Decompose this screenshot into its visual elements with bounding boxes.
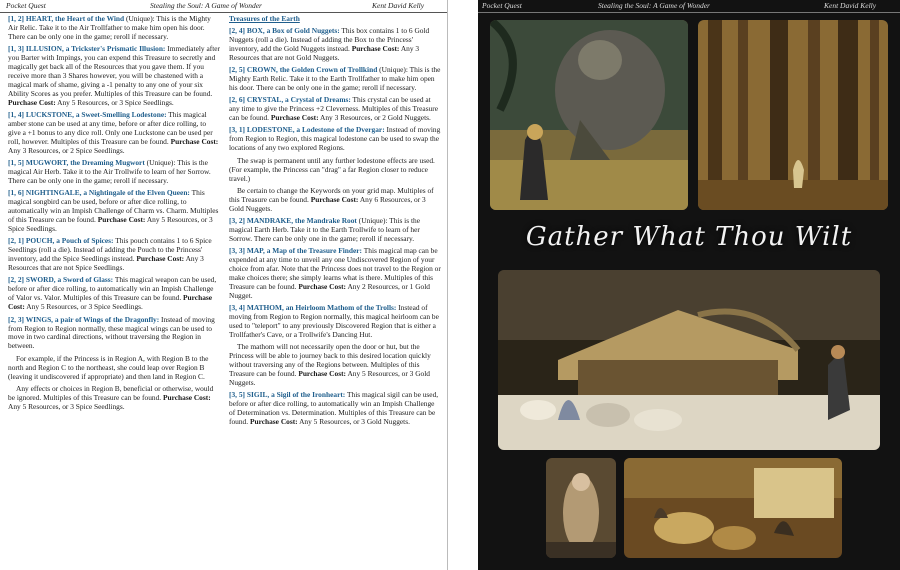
right-page <box>478 0 900 570</box>
treasure-description: This magical map can be expended at any time to unveil any one Undiscovered Region of your choice from afar. Note that the Princess does not travel to the Region or make choices there; she simply learns what is there. Multiples of this Treasure can be found. <box>229 246 441 291</box>
section-heading: Treasures of the Earth <box>229 14 300 23</box>
illustration-elves <box>624 458 842 558</box>
treasure-title: [2, 2] SWORD, a Sword of Glass: <box>8 275 114 285</box>
treasure-description: Instead of moving from Region to Region normally, these magical wings can be used to move in two cardinal directions, without traversing the Region in between. <box>8 314 215 351</box>
left-page <box>0 0 448 570</box>
treasure-entry <box>229 391 441 427</box>
purchase-cost-label: Purchase Cost: <box>162 392 211 402</box>
treasure-entry <box>229 304 441 340</box>
illustration-hut-goats <box>498 270 880 450</box>
treasure-description: Be certain to change the Keywords on your grid map. Multiples of this Treasure can be found. <box>229 185 434 204</box>
treasure-entry <box>229 96 441 123</box>
treasure-title: [3, 2] MANDRAKE, the Mandrake Root <box>229 216 357 226</box>
treasure-entry <box>229 157 441 184</box>
treasure-entry <box>8 237 220 273</box>
treasure-description: Immediately after you Barter with Impings, you can expend this Treasure to secretly and magically get back all of the Resources that you gave them. If you receive more than 3 Shares however, you will be chastened with a magical mark of shame, giving a -1 penalty to any one of your six Ability Scores as you prefer. Multiples of this Treasure can be found. <box>8 44 220 98</box>
treasure-entry <box>8 385 220 412</box>
treasure-title: [2, 3] WINGS, a pair of Wings of the Dragonfly: <box>8 314 160 324</box>
treasure-title: [3, 5] SIGIL, a Sigil of the Ironheart: <box>229 390 346 400</box>
treasure-entry <box>8 276 220 312</box>
treasure-description: This magical weapon can be used, before or after dice rolling, to automatically win an Impish Challenge of Valor vs. Valor. Multiples of this Treasure can be found. <box>8 275 217 303</box>
treasure-entry <box>229 217 441 244</box>
treasure-description: Any effects or choices in Region B, beneficial or otherwise, would be ignored. Multiples of this Treasure can be found. <box>8 383 214 402</box>
purchase-cost-label: Purchase Cost: <box>8 293 213 312</box>
header-author: Kent David Kelly <box>824 1 877 10</box>
purchase-cost-label: Purchase Cost: <box>136 254 185 264</box>
purchase-cost-value: Any 5 Resources, or 3 Spice Seedlings. <box>8 215 213 233</box>
treasure-title: [1, 3] ILLUSION, a Trickster's Prismatic Illusion: <box>8 44 166 54</box>
treasure-entry <box>8 111 220 156</box>
banner-title: Gather What Thou Wilt <box>525 222 853 252</box>
header-book: Pocket Quest <box>6 1 46 10</box>
page-header <box>0 0 447 13</box>
treasure-description: (Unique): This is the magical Air Herb. Take it to the Air Trollwife to learn of her Sorrow. There can be only one in the game; reroll if necessary. <box>8 158 211 185</box>
purchase-cost-label: Purchase Cost: <box>298 281 347 291</box>
column-2-body <box>229 27 441 427</box>
treasure-title: [3, 3] MAP, a Map of the Treasure Finder: <box>229 246 363 256</box>
treasure-entry <box>229 187 441 214</box>
page-gutter <box>448 0 478 570</box>
column-1 <box>8 15 220 415</box>
purchase-cost-label: Purchase Cost: <box>8 97 56 107</box>
purchase-cost-label: Purchase Cost: <box>270 113 319 123</box>
purchase-cost-value: Any 3 Resources that are not Gold Nuggets. <box>229 43 420 62</box>
purchase-cost-label: Purchase Cost: <box>351 43 400 53</box>
page-header <box>478 0 900 13</box>
treasure-description: Instead of moving from Region to Region normally, this magical heirloom can be used to "teleport" to any previously Discovered Region that is either a Trollfather's Cave, or a Trollwife's Dancing Hut. <box>229 303 439 339</box>
treasure-entry <box>8 159 220 186</box>
purchase-cost-value: Any 3 Resources that are not Spice Seedlings. <box>8 254 204 273</box>
treasure-entry <box>8 189 220 234</box>
treasure-title: [1, 4] LUCKSTONE, a Sweet-Smelling Lodestone: <box>8 110 167 120</box>
purchase-cost-value: Any 5 Resources, or 3 Spice Seedlings. <box>24 302 143 312</box>
treasure-description: This box contains 1 to 6 Gold Nuggets (roll a die). Instead of adding the Box to the Princess' inventory, add the Gold Nuggets instead. <box>229 25 430 53</box>
purchase-cost-value: Any 5 Resources, or 3 Gold Nuggets. <box>229 369 430 388</box>
treasure-entry <box>229 343 441 388</box>
purchase-cost-label: Purchase Cost: <box>298 369 347 379</box>
treasure-description: Instead of moving from Region to Region, this magical lodestone can be used to swap the locations of any two explored Regions. <box>229 125 441 153</box>
header-title: Stealing the Soul: A Game of Wonder <box>598 1 710 10</box>
purchase-cost-value: Any 5 Resources, or 3 Spice Seedlings. <box>55 97 174 107</box>
purchase-cost-value: Any 3 Resources, or 2 Spice Seedlings. <box>8 145 125 155</box>
treasure-title: [2, 6] CRYSTAL, a Crystal of Dreams: <box>229 95 351 105</box>
treasure-title: [1, 2] HEART, the Heart of the Wind <box>8 14 125 23</box>
treasure-title: [1, 5] MUGWORT, the Dreaming Mugwort <box>8 158 145 168</box>
illustration-forest <box>698 20 888 210</box>
treasure-description: (Unique): This is the magical Earth Herb. Take it to the Earth Trollwife to learn of her Sorrow. There can be only one in the game; reroll if necessary. <box>229 216 420 243</box>
treasure-description: For example, if the Princess is in Region A, with Region B to the north and Region C to the northeast, she could leap over Region B (leaving it undiscovered if appropriate) and then land in Region C. <box>8 353 209 381</box>
purchase-cost-label: Purchase Cost: <box>249 417 298 427</box>
treasure-description: This pouch contains 1 to 6 Spice Seedlings (roll a die). Instead of adding the Pouch to the Princess' inventory, add the Spice Seedlings instead. <box>8 236 212 264</box>
treasure-description: This magical sigil can be used, before or after dice rolling, to automatically win an Impish Challenge of Determination vs. Determination. Multiples of this Treasure can be found. <box>229 390 439 427</box>
treasure-description: The mathom will not necessarily open the door or hut, but the Princess will be able to journey back to this desired location quickly without traversing any of the Regions between. Multiples of this Treasure can be found. <box>229 342 431 379</box>
purchase-cost-value: Any 5 Resources, or 3 Spice Seedlings. <box>8 401 125 411</box>
treasure-entry <box>8 316 220 352</box>
treasure-entry <box>8 355 220 382</box>
treasure-entry <box>229 66 441 93</box>
header-title: Stealing the Soul: A Game of Wonder <box>150 1 262 10</box>
treasure-description: This magical songbird can be used, before or after dice rolling, to automatically win an Impish Challenge of Charm vs. Charm. Multiples of this Treasure can be found. <box>8 188 219 225</box>
treasure-title: [3, 1] LODESTONE, a Lodestone of the Dvergar: <box>229 125 385 135</box>
treasure-entry <box>8 45 220 107</box>
header-author: Kent David Kelly <box>372 1 425 10</box>
purchase-cost-value: Any 5 Resources, or 3 Gold Nuggets. <box>297 417 410 427</box>
treasure-description: This magical amber stone can be used at any time, before or after dice rolling, to give a +1 bonus to any dice roll. Only one Luckstone can be used per roll, however. Multiples of this Treasure can be found. <box>8 110 213 146</box>
treasure-title: [2, 1] POUCH, a Pouch of Spices: <box>8 236 114 246</box>
treasure-title: [1, 6] NIGHTINGALE, a Nightingale of the Elven Queen: <box>8 188 190 198</box>
purchase-cost-label: Purchase Cost: <box>310 194 359 204</box>
treasure-entry <box>8 15 220 42</box>
treasure-description: (Unique): This is the Mighty Air Relic. Take it to the Air Trollfather to make him open his door. There can be only one in the game; reroll if necessary. <box>8 14 211 41</box>
purchase-cost-value: Any 3 Resources, or 2 Gold Nuggets. <box>318 113 431 123</box>
header-book: Pocket Quest <box>482 1 522 10</box>
purchase-cost-value: Any 2 Resources, or 1 Gold Nugget. <box>229 281 430 300</box>
treasure-description: (Unique): This is the Mighty Earth Relic. Take it to the Earth Trollfather to make him open his door. There can be only one in the game; reroll if necessary. <box>229 65 441 92</box>
illustration-fairy <box>546 458 616 558</box>
treasure-description: This crystal can be used at any time to give the Princess +2 Cleverness. Multiples of this Treasure can be found. <box>229 95 439 123</box>
treasure-title: [2, 4] BOX, a Box of Gold Nuggets: <box>229 25 340 35</box>
purchase-cost-value: Any 6 Resources, or 3 Gold Nuggets. <box>229 194 426 213</box>
column-2 <box>229 15 441 431</box>
purchase-cost-label: Purchase Cost: <box>97 215 146 225</box>
treasure-entry <box>229 126 441 153</box>
treasure-description: The swap is permanent until any further lodestone effects are used. (For example, the Princess can "drag" a far Region closer to reduce travel.) <box>229 155 435 183</box>
treasure-entry <box>229 27 441 63</box>
illustration-troll-princess <box>490 20 688 210</box>
treasure-entry <box>229 247 441 300</box>
treasure-title: [3, 4] MATHOM, an Heirloom Mathom of the Trolls: <box>229 303 397 313</box>
treasure-title: [2, 5] CROWN, the Golden Crown of Trollkind <box>229 65 378 75</box>
purchase-cost-label: Purchase Cost: <box>170 136 219 146</box>
